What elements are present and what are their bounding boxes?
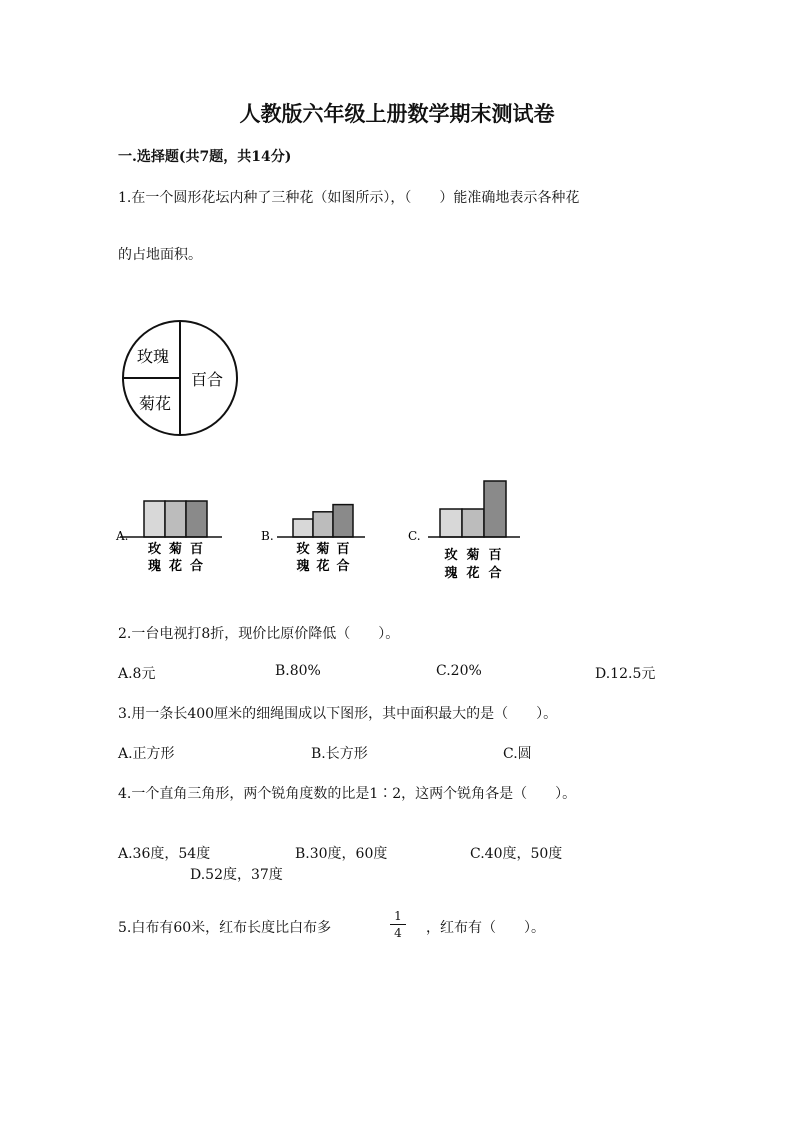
option-b-category-labels [295, 541, 349, 574]
question-1-line-1: 1.在一个圆形花坛内种了三种花（如图所示），（ ）能准确地表示各种花 [118, 190, 580, 206]
question-2-option-a[interactable]: A.8元 [118, 666, 156, 682]
option-c-category-labels [443, 547, 501, 581]
question-5-text-before: 5.白布有60米，红布长度比白布多 [118, 920, 332, 936]
question-2-text: 2.一台电视打8折，现价比原价降低（ ）。 [118, 626, 400, 642]
question-3-option-b[interactable]: B.长方形 [311, 746, 368, 762]
option-b-category-label-chrysanthemum-0: 菊 [316, 542, 330, 557]
option-c-category-label-rose-0: 玫 [444, 548, 458, 563]
option-b-category-label-chrysanthemum-1: 花 [316, 559, 330, 574]
question-4-text: 4.一个直角三角形，两个锐角度数的比是1∶2，这两个锐角各是（ ）。 [118, 786, 577, 802]
question-2-option-c[interactable]: C.20% [436, 663, 482, 679]
option-b-bar-chrysanthemum [313, 512, 333, 537]
question-4-option-c[interactable]: C.40度，50度 [470, 846, 563, 862]
option-a-category-labels [147, 541, 203, 574]
question-2-option-b[interactable]: B.80% [275, 663, 321, 679]
option-a-category-label-lily-1: 合 [189, 559, 204, 574]
option-c-category-label-chrysanthemum-0: 菊 [466, 548, 480, 563]
flower-bed-pie-figure [115, 312, 255, 447]
option-c-category-label-rose-1: 瑰 [444, 566, 458, 581]
question-4-option-a[interactable]: A.36度，54度 [118, 846, 211, 862]
fraction-numerator: 1 [394, 909, 402, 923]
page-title: 人教版六年级上册数学期末测试卷 [239, 101, 555, 126]
option-b-category-label-lily-1: 合 [336, 559, 350, 574]
option-c-bars [440, 481, 506, 537]
option-b-bar-chart[interactable] [255, 475, 385, 585]
option-c-bar-lily [484, 481, 506, 537]
option-a-category-label-rose-1: 瑰 [147, 559, 162, 574]
option-a-bar-rose [144, 501, 165, 537]
option-a-bar-chrysanthemum [165, 501, 186, 537]
question-5-text-after: ，红布有（ ）。 [426, 920, 545, 936]
option-c-bar-chart[interactable] [404, 475, 534, 585]
question-5-fraction [390, 910, 406, 939]
option-a-category-label-chrysanthemum-1: 花 [168, 559, 183, 574]
question-3-option-c[interactable]: C.圆 [503, 746, 532, 762]
option-c-label: C. [408, 529, 421, 543]
question-3-option-a[interactable]: A.正方形 [118, 746, 175, 762]
question-1-line-2: 的占地面积。 [118, 247, 202, 263]
option-a-bar-lily [186, 501, 207, 537]
pie-label-chrysanthemum: 菊花 [138, 394, 172, 413]
option-a-bars [144, 501, 207, 537]
option-b-label: B. [261, 529, 274, 543]
question-3-text: 3.用一条长400厘米的细绳围成以下图形，其中面积最大的是（ ）。 [118, 706, 558, 722]
pie-label-rose: 玫瑰 [136, 347, 170, 366]
option-a-category-label-chrysanthemum-0: 菊 [168, 542, 183, 557]
option-c-category-label-chrysanthemum-1: 花 [466, 566, 480, 581]
option-b-bars [293, 505, 353, 537]
question-2-option-d[interactable]: D.12.5元 [595, 666, 656, 682]
option-b-category-label-lily-0: 百 [336, 542, 350, 557]
option-c-bar-rose [440, 509, 462, 537]
option-a-category-label-lily-0: 百 [189, 542, 204, 557]
option-c-category-label-lily-1: 合 [488, 566, 502, 581]
option-b-category-label-rose-0: 玫 [296, 542, 310, 557]
option-a-bar-chart[interactable] [110, 475, 240, 585]
option-b-bar-lily [333, 505, 353, 537]
fraction-denominator: 4 [394, 926, 402, 940]
section-heading: 一.选择题(共7题，共14分) [118, 149, 292, 165]
option-a-category-label-rose-0: 玫 [147, 542, 162, 557]
option-c-category-label-lily-0: 百 [488, 548, 502, 563]
question-4-option-b[interactable]: B.30度，60度 [295, 846, 388, 862]
option-b-bar-rose [293, 519, 313, 537]
question-4-option-d[interactable]: D.52度，37度 [190, 867, 283, 883]
option-a-label: A. [116, 529, 129, 543]
pie-label-lily: 百合 [190, 370, 224, 389]
option-b-category-label-rose-1: 瑰 [296, 559, 310, 574]
option-c-bar-chrysanthemum [462, 509, 484, 537]
